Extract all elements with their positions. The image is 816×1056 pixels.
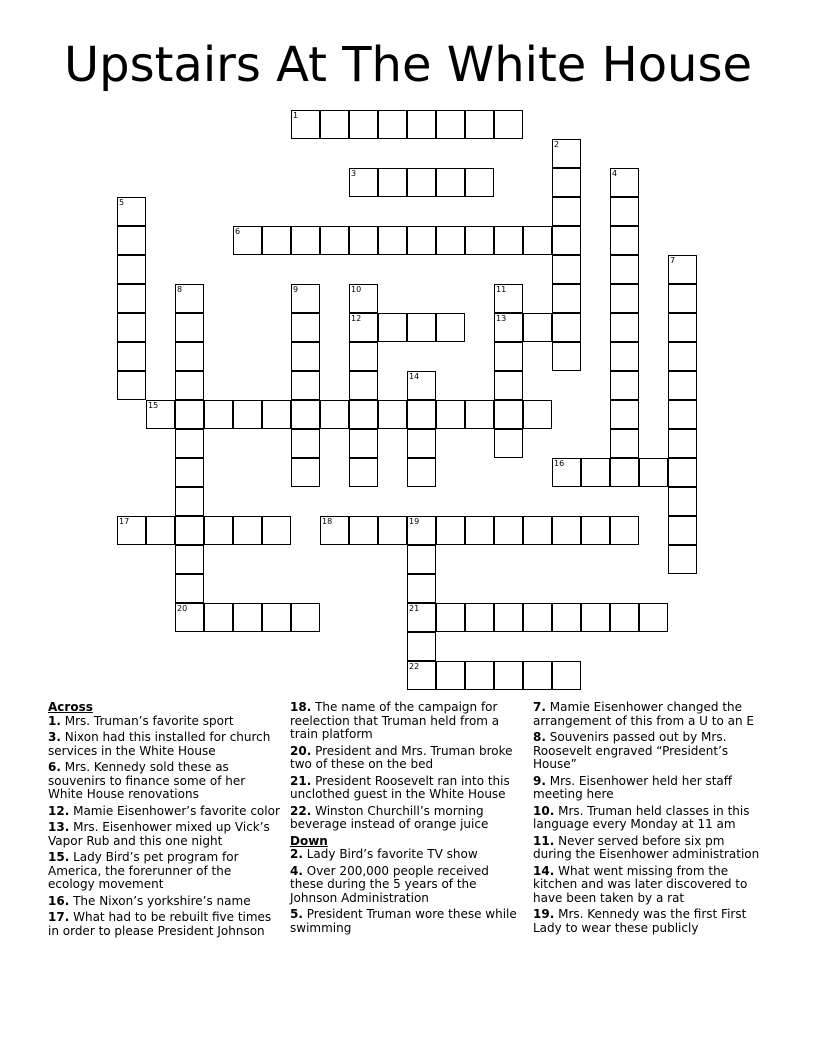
clue-across: [48, 895, 280, 909]
clue-down: [290, 848, 522, 862]
grid-cell[interactable]: [349, 458, 378, 487]
clue-down: [533, 908, 765, 935]
grid-cell[interactable]: [436, 516, 465, 545]
clue-down: [533, 731, 765, 772]
grid-cell-number: 22: [409, 662, 420, 671]
grid-cell[interactable]: [117, 197, 146, 226]
grid-cell[interactable]: [291, 110, 320, 139]
grid-cell-number: 8: [177, 285, 183, 294]
grid-cell[interactable]: [378, 400, 407, 429]
grid-cell[interactable]: [407, 516, 436, 545]
grid-cell[interactable]: [233, 400, 262, 429]
grid-cell[interactable]: [349, 284, 378, 313]
grid-cell[interactable]: [436, 110, 465, 139]
grid-cell[interactable]: [117, 226, 146, 255]
clue-number: 11.: [533, 833, 555, 848]
clue-text: President and Mrs. Truman broke two of these on the bed: [290, 743, 513, 771]
grid-cell[interactable]: [494, 342, 523, 371]
grid-cell[interactable]: [465, 110, 494, 139]
grid-cell[interactable]: [465, 400, 494, 429]
grid-cell[interactable]: [291, 284, 320, 313]
grid-cell[interactable]: [668, 458, 697, 487]
grid-cell[interactable]: [262, 226, 291, 255]
grid-cell[interactable]: [349, 400, 378, 429]
clue-number: 8.: [533, 730, 546, 744]
grid-cell[interactable]: [494, 661, 523, 690]
grid-cell[interactable]: [320, 516, 349, 545]
clue-heading-across: Across: [48, 700, 93, 714]
clue-number: 2.: [290, 847, 303, 861]
grid-cell[interactable]: [552, 255, 581, 284]
grid-cell-number: 6: [235, 227, 241, 236]
grid-cell-number: 20: [177, 604, 188, 613]
grid-cell[interactable]: [610, 284, 639, 313]
grid-cell[interactable]: [581, 458, 610, 487]
grid-cell[interactable]: [175, 574, 204, 603]
grid-cell[interactable]: [349, 429, 378, 458]
grid-cell[interactable]: [175, 371, 204, 400]
grid-cell[interactable]: [349, 168, 378, 197]
clue-down: [533, 701, 765, 728]
clue-number: 17.: [48, 910, 70, 924]
grid-cell[interactable]: [610, 603, 639, 632]
clue-across: [48, 805, 280, 819]
grid-cell[interactable]: [291, 342, 320, 371]
grid-cell[interactable]: [552, 284, 581, 313]
grid-cell[interactable]: [465, 603, 494, 632]
grid-cell[interactable]: [407, 168, 436, 197]
grid-cell[interactable]: [552, 516, 581, 545]
grid-cell[interactable]: [407, 603, 436, 632]
grid-cell[interactable]: [175, 516, 204, 545]
grid-cell[interactable]: [668, 313, 697, 342]
clue-text: Mamie Eisenhower’s favorite color: [73, 803, 280, 818]
grid-cell[interactable]: [668, 342, 697, 371]
grid-cell[interactable]: [552, 197, 581, 226]
grid-cell[interactable]: [610, 458, 639, 487]
grid-cell[interactable]: [291, 400, 320, 429]
clue-text: President Roosevelt ran into this unclothed guest in the White House: [290, 773, 510, 801]
grid-cell[interactable]: [407, 545, 436, 574]
grid-cell[interactable]: [378, 168, 407, 197]
grid-cell[interactable]: [407, 313, 436, 342]
grid-cell[interactable]: [175, 400, 204, 429]
clue-text: Lady Bird’s favorite TV show: [306, 847, 478, 861]
grid-cell[interactable]: [117, 342, 146, 371]
grid-cell[interactable]: [436, 226, 465, 255]
grid-cell[interactable]: [320, 226, 349, 255]
clue-across: [290, 745, 522, 772]
grid-cell-number: 19: [409, 517, 420, 526]
grid-cell[interactable]: [320, 400, 349, 429]
clue-text: Mamie Eisenhower changed the arrangement of this from a U to an E: [533, 700, 754, 728]
grid-cell[interactable]: [117, 516, 146, 545]
grid-cell-number: 9: [293, 285, 299, 294]
grid-cell[interactable]: [581, 516, 610, 545]
clue-number: 15.: [48, 850, 70, 864]
clue-across: [48, 761, 280, 802]
grid-cell[interactable]: [552, 458, 581, 487]
clue-number: 9.: [533, 773, 546, 788]
clue-down: [533, 835, 765, 862]
grid-cell[interactable]: [552, 139, 581, 168]
grid-cell[interactable]: [262, 516, 291, 545]
clue-number: 14.: [533, 863, 555, 878]
clue-across: [48, 731, 280, 758]
grid-cell[interactable]: [349, 516, 378, 545]
grid-cell[interactable]: [494, 110, 523, 139]
grid-cell-number: 10: [351, 285, 362, 294]
grid-cell[interactable]: [378, 313, 407, 342]
grid-cell[interactable]: [610, 313, 639, 342]
grid-cell[interactable]: [407, 110, 436, 139]
grid-cell[interactable]: [117, 255, 146, 284]
grid-cell-number: 21: [409, 604, 420, 613]
clue-text: Lady Bird’s pet program for America, the forerunner of the ecology movement: [48, 850, 239, 891]
grid-cell[interactable]: [117, 371, 146, 400]
grid-cell[interactable]: [668, 516, 697, 545]
grid-cell[interactable]: [523, 226, 552, 255]
grid-cell[interactable]: [668, 487, 697, 516]
grid-cell[interactable]: [175, 313, 204, 342]
clue-text: Souvenirs passed out by Mrs. Roosevelt engraved “President’s House”: [533, 730, 729, 771]
grid-cell-number: 12: [351, 314, 362, 323]
grid-cell-number: 13: [496, 314, 507, 323]
grid-cell[interactable]: [175, 429, 204, 458]
grid-cell[interactable]: [407, 226, 436, 255]
grid-cell[interactable]: [233, 603, 262, 632]
grid-cell[interactable]: [233, 226, 262, 255]
grid-cell[interactable]: [639, 603, 668, 632]
clue-text: Over 200,000 people received these during the 5 years of the Johnson Administration: [290, 863, 489, 905]
grid-cell[interactable]: [407, 429, 436, 458]
grid-cell[interactable]: [552, 168, 581, 197]
grid-cell[interactable]: [291, 226, 320, 255]
clues-column-2: [290, 701, 522, 938]
clue-number: 13.: [48, 820, 70, 834]
grid-cell[interactable]: [465, 661, 494, 690]
grid-cell[interactable]: [552, 603, 581, 632]
grid-cell[interactable]: [610, 371, 639, 400]
grid-cell[interactable]: [378, 516, 407, 545]
grid-cell[interactable]: [494, 516, 523, 545]
grid-cell[interactable]: [436, 661, 465, 690]
grid-cell[interactable]: [552, 226, 581, 255]
clue-number: 21.: [290, 773, 312, 788]
grid-cell[interactable]: [378, 110, 407, 139]
grid-cell[interactable]: [291, 429, 320, 458]
grid-cell[interactable]: [175, 342, 204, 371]
clue-across: [290, 701, 522, 742]
grid-cell[interactable]: [407, 574, 436, 603]
grid-cell[interactable]: [146, 400, 175, 429]
clue-across: [290, 775, 522, 802]
grid-cell-number: 5: [119, 198, 125, 207]
clue-text: The Nixon’s yorkshire’s name: [73, 893, 251, 908]
grid-cell[interactable]: [407, 400, 436, 429]
grid-cell[interactable]: [407, 661, 436, 690]
grid-cell[interactable]: [175, 603, 204, 632]
clue-text: Mrs. Truman held classes in this language every Monday at 11 am: [533, 803, 750, 831]
grid-cell[interactable]: [552, 342, 581, 371]
grid-cell[interactable]: [175, 545, 204, 574]
grid-cell-number: 2: [554, 140, 560, 149]
grid-cell-number: 4: [612, 169, 618, 178]
grid-cell[interactable]: [175, 487, 204, 516]
clue-number: 7.: [533, 700, 546, 714]
clue-number: 16.: [48, 893, 70, 908]
grid-cell[interactable]: [233, 516, 262, 545]
grid-cell[interactable]: [523, 313, 552, 342]
clue-number: 18.: [290, 700, 312, 714]
grid-cell[interactable]: [407, 632, 436, 661]
grid-cell[interactable]: [523, 603, 552, 632]
grid-cell[interactable]: [610, 168, 639, 197]
grid-cell[interactable]: [494, 284, 523, 313]
grid-cell[interactable]: [262, 400, 291, 429]
grid-cell-number: 16: [554, 459, 565, 468]
clue-text: Winston Churchill’s morning beverage instead of orange juice: [290, 803, 489, 831]
grid-cell[interactable]: [349, 313, 378, 342]
grid-cell[interactable]: [523, 661, 552, 690]
clue-heading-down: Down: [290, 833, 328, 848]
clue-text: Mrs. Eisenhower held her staff meeting here: [533, 773, 733, 801]
grid-cell[interactable]: [175, 284, 204, 313]
grid-cell[interactable]: [378, 226, 407, 255]
clue-text: What had to be rebuilt five times in order to please President Johnson: [48, 910, 272, 938]
clue-text: Mrs. Kennedy sold these as souvenirs to finance some of her White House renovations: [48, 760, 246, 801]
grid-cell[interactable]: [291, 458, 320, 487]
grid-cell[interactable]: [610, 342, 639, 371]
clue-number: 19.: [533, 907, 555, 921]
grid-cell[interactable]: [581, 603, 610, 632]
grid-cell[interactable]: [494, 313, 523, 342]
grid-cell[interactable]: [146, 516, 175, 545]
grid-cell[interactable]: [436, 168, 465, 197]
grid-cell[interactable]: [465, 168, 494, 197]
grid-cell[interactable]: [668, 255, 697, 284]
clue-across: [48, 911, 280, 938]
page-title: Upstairs At The White House: [63, 37, 753, 93]
grid-cell[interactable]: [610, 429, 639, 458]
clue-number: 1.: [48, 713, 61, 728]
grid-cell[interactable]: [407, 458, 436, 487]
grid-cell-number: 18: [322, 517, 333, 526]
grid-cell[interactable]: [494, 371, 523, 400]
clue-number: 6.: [48, 760, 61, 774]
clue-text: Never served before six pm during the Eisenhower administration: [533, 833, 760, 861]
grid-cell[interactable]: [349, 110, 378, 139]
grid-cell-number: 11: [496, 285, 507, 294]
grid-cell[interactable]: [204, 400, 233, 429]
grid-cell[interactable]: [610, 516, 639, 545]
clue-number: 10.: [533, 803, 555, 818]
grid-cell[interactable]: [291, 371, 320, 400]
clue-text: President Truman wore these while swimming: [290, 907, 517, 935]
clue-number: 3.: [48, 730, 61, 744]
grid-cell[interactable]: [117, 313, 146, 342]
grid-cell[interactable]: [610, 400, 639, 429]
grid-cell[interactable]: [204, 516, 233, 545]
grid-cell[interactable]: [349, 342, 378, 371]
grid-cell[interactable]: [465, 516, 494, 545]
grid-cell[interactable]: [552, 661, 581, 690]
grid-cell[interactable]: [407, 371, 436, 400]
grid-cell[interactable]: [610, 255, 639, 284]
grid-cell[interactable]: [668, 284, 697, 313]
grid-cell[interactable]: [668, 429, 697, 458]
grid-cell[interactable]: [523, 400, 552, 429]
grid-cell-number: 17: [119, 517, 130, 526]
grid-cell[interactable]: [436, 400, 465, 429]
clue-number: 12.: [48, 803, 70, 818]
grid-cell[interactable]: [349, 371, 378, 400]
clue-down: [533, 805, 765, 832]
clue-across: [290, 805, 522, 832]
grid-cell[interactable]: [465, 226, 494, 255]
clue-down: [533, 775, 765, 802]
grid-cell[interactable]: [494, 400, 523, 429]
clue-text: The name of the campaign for reelection that Truman held from a train platform: [290, 700, 500, 741]
clue-text: What went missing from the kitchen and was later discovered to have been taken by a rat: [533, 863, 748, 905]
clue-number: 5.: [290, 907, 303, 921]
grid-cell[interactable]: [291, 313, 320, 342]
clue-across: [48, 851, 280, 892]
clue-text: Mrs. Eisenhower mixed up Vick’s Vapor Rub and this one night: [48, 820, 270, 848]
clue-down: [290, 865, 522, 906]
clue-number: 22.: [290, 803, 312, 818]
clue-down: [290, 908, 522, 935]
grid-cell[interactable]: [291, 603, 320, 632]
grid-cell-number: 7: [670, 256, 676, 265]
grid-cell[interactable]: [320, 110, 349, 139]
grid-cell-number: 3: [351, 169, 357, 178]
clues-column-3: [533, 701, 765, 938]
grid-cell[interactable]: [668, 545, 697, 574]
grid-cell-number: 14: [409, 372, 420, 381]
grid-cell[interactable]: [436, 313, 465, 342]
grid-cell[interactable]: [349, 226, 378, 255]
clue-number: 20.: [290, 743, 312, 758]
grid-cell[interactable]: [668, 400, 697, 429]
clue-text: Mrs. Kennedy was the first First Lady to wear these publicly: [533, 907, 747, 935]
grid-cell[interactable]: [117, 284, 146, 313]
grid-cell[interactable]: [436, 603, 465, 632]
clue-text: Mrs. Truman’s favorite sport: [64, 713, 234, 728]
clue-text: Nixon had this installed for church services in the White House: [48, 730, 271, 758]
clue-number: 4.: [290, 863, 303, 878]
grid-cell-number: 1: [293, 111, 299, 120]
grid-cell[interactable]: [494, 603, 523, 632]
grid-cell-number: 15: [148, 401, 159, 410]
clue-down: [533, 865, 765, 906]
grid-cell[interactable]: [639, 458, 668, 487]
grid-cell[interactable]: [552, 313, 581, 342]
clue-across: [48, 821, 280, 848]
grid-cell[interactable]: [668, 371, 697, 400]
clues-column-1: [48, 701, 280, 941]
grid-cell[interactable]: [494, 429, 523, 458]
grid-cell[interactable]: [175, 458, 204, 487]
grid-cell[interactable]: [523, 516, 552, 545]
grid-cell[interactable]: [494, 226, 523, 255]
grid-cell[interactable]: [610, 197, 639, 226]
clue-across: [48, 715, 280, 729]
grid-cell[interactable]: [610, 226, 639, 255]
grid-cell[interactable]: [262, 603, 291, 632]
grid-cell[interactable]: [204, 603, 233, 632]
